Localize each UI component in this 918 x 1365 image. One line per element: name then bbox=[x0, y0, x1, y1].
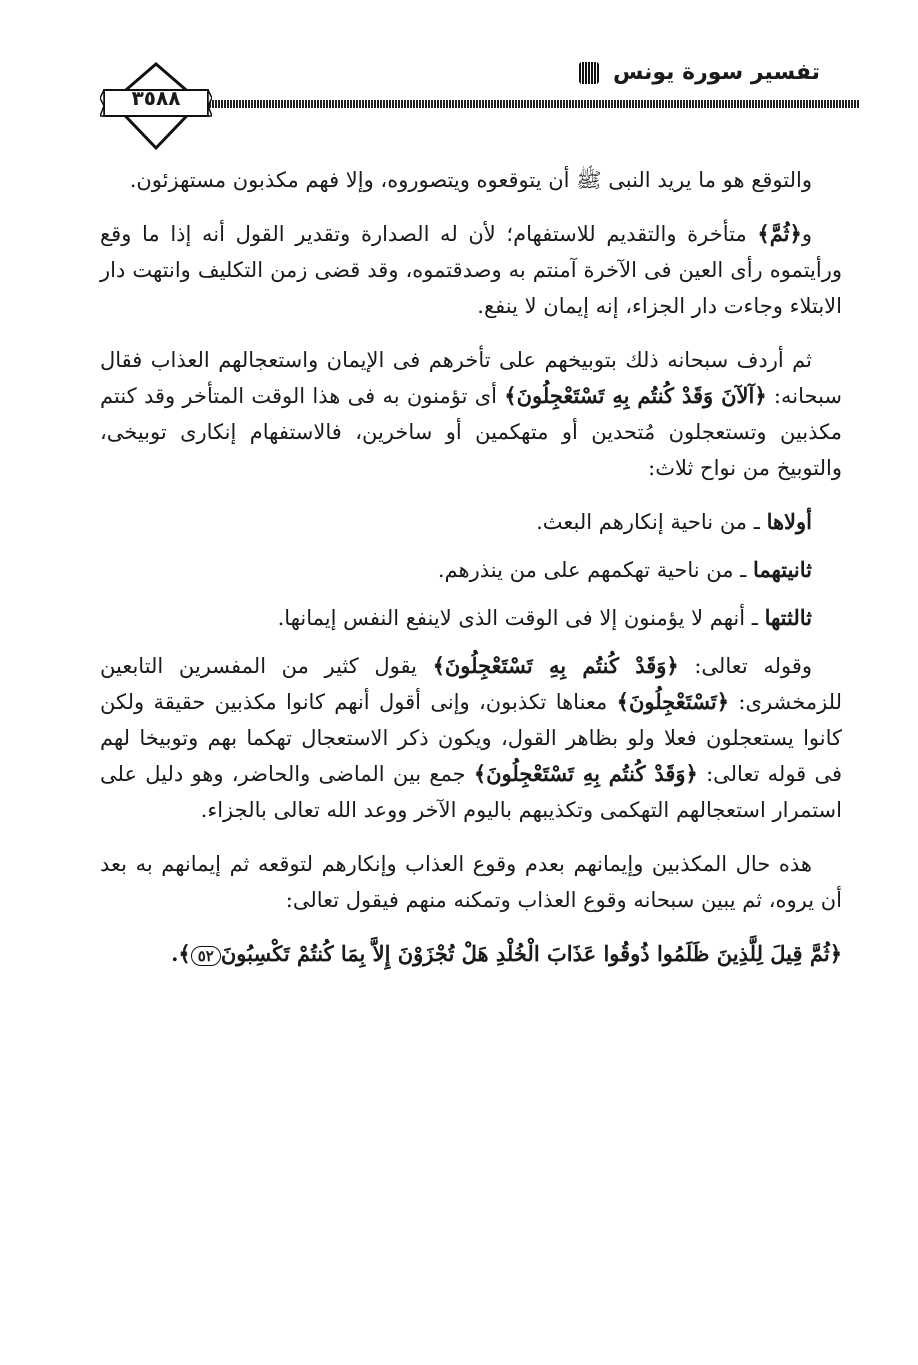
list-item bbox=[100, 552, 842, 588]
list-item-text: ـ أنهم لا يؤمنون إلا فى الوقت الذى لاينفع النفس إيمانها. bbox=[277, 606, 765, 630]
paragraph-3-pre: ثم أردف سبحانه ذلك بتوبيخهم على تأخرهم فى الإيمان واستعجالهم العذاب فقال سبحانه: bbox=[100, 348, 842, 408]
list-item-text: ـ من ناحية إنكارهم البعث. bbox=[536, 510, 767, 534]
paragraph-4 bbox=[100, 648, 842, 828]
list-item-label: ثانيتهما bbox=[753, 557, 812, 582]
list-item bbox=[100, 600, 842, 636]
paragraph-2 bbox=[100, 216, 842, 324]
quran-quote: ﴿وَقَدْ كُنتُم بِهِ تَسْتَعْجِلُونَ﴾ bbox=[432, 653, 679, 678]
paragraph-5 bbox=[100, 846, 842, 918]
paragraph-1-text: والتوقع هو ما يريد النبى ﷺ أن يتوقعوه ويتصوروه، وإلا فهم مكذبون مستهزئون. bbox=[129, 168, 812, 192]
quran-quote: ﴿ثُمَّ﴾ bbox=[757, 221, 802, 246]
paragraph-4-d: جمع بين الماضى والحاضر، وهو دليل على استمرار استعجالهم التهكمى وتكذيبهم باليوم الآخر ووعد الله تعالى بالجزاء. bbox=[100, 762, 842, 822]
paragraph-3 bbox=[100, 342, 842, 486]
paragraph-4-c: معناها تكذبون، وإنى أقول أنهم كانوا مكذبين حقيقة ولكن كانوا يستعجلون فعلا ولو بظاهر القول، ويكون ذكر الاستعجال تهكما بهم وتوبيخا لهم فى قوله تعالى: bbox=[100, 690, 842, 786]
paragraph-4-b: يقول كثير من المفسرين التابعين للزمخشرى: bbox=[100, 654, 843, 714]
paragraph-2-post: متأخرة والتقديم للاستفهام؛ لأن له الصدارة وتقدير القول أنه إذا ما وقع ورأيتموه رأى العين فى الآخرة آمنتم به وصدقتموه، وقد قضى زمن التكليف وانتهت دار الابتلاء وجاءت دار الجزاء، إنه إيمان لا ينفع. bbox=[100, 222, 842, 318]
ornament-icon bbox=[579, 62, 599, 84]
paragraph-4-a: وقوله تعالى: bbox=[678, 654, 813, 678]
paragraph-1 bbox=[100, 162, 842, 198]
quran-quote: ﴿وَقَدْ كُنتُم بِهِ تَسْتَعْجِلُونَ﴾ bbox=[473, 761, 698, 786]
paragraph-2-pre: و bbox=[801, 222, 812, 246]
page-header bbox=[60, 52, 860, 152]
running-title bbox=[579, 60, 820, 85]
quran-quote: ﴿تَسْتَعْجِلُونَ﴾ bbox=[616, 689, 730, 714]
running-title-text: تفسير سورة يونس bbox=[613, 60, 820, 85]
ayah-number: ٥٢ bbox=[191, 946, 221, 966]
paragraph-5-text: هذه حال المكذبين وإيمانهم بعدم وقوع العذاب وإنكارهم لتوقعه ثم إيمانهم به بعد أن يروه، ثم يبين سبحانه وقوع العذاب وتمكنه منهم فيقول تعالى: bbox=[100, 852, 842, 912]
list-item-label: ثالثتها bbox=[764, 605, 812, 630]
list-item bbox=[100, 504, 842, 540]
verse-close: ﴾. bbox=[171, 941, 191, 966]
page-number-badge bbox=[100, 62, 212, 154]
header-rule bbox=[170, 100, 860, 108]
verse-text: ﴿ثُمَّ قِيلَ لِلَّذِينَ ظَلَمُوا ذُوقُوا عَذَابَ الْخُلْدِ هَلْ تُجْزَوْنَ إِلاَّ بِمَا كُنتُمْ تَكْسِبُونَ bbox=[220, 941, 842, 966]
paragraph-3-post: أى تؤمنون به فى هذا الوقت المتأخر وقد كنتم مكذبين وتستعجلون مُتحدين أو متهكمين أو ساخرين، فالاستفهام إنكارى توبيخى، والتوبيخ من نواح ثلاث: bbox=[100, 384, 842, 480]
quran-quote: ﴿آلآنَ وَقَدْ كُنتُم بِهِ تَسْتَعْجِلُونَ﴾ bbox=[504, 383, 767, 408]
quran-verse bbox=[100, 936, 842, 972]
page-body bbox=[100, 162, 842, 990]
list-item-label: أولاها bbox=[766, 509, 812, 534]
list-item-text: ـ من ناحية تهكمهم على من ينذرهم. bbox=[437, 558, 754, 582]
page-number: ٣٥٨٨ bbox=[131, 86, 181, 110]
